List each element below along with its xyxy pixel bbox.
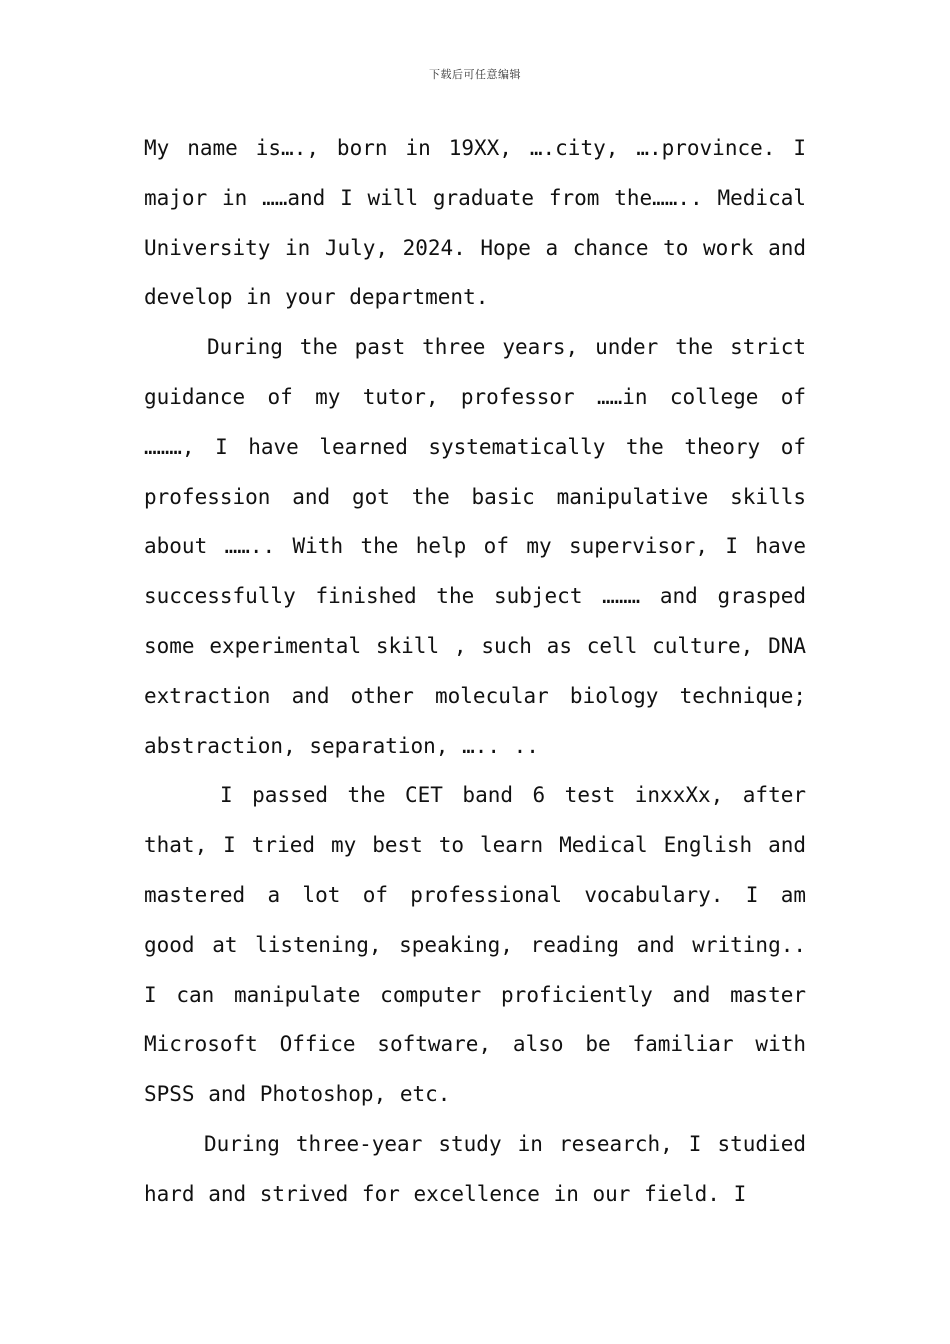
paragraph-study-summary: During three-year study in research, I studied hard and strived for excellence in our field. I bbox=[144, 1131, 806, 1206]
page-header: 下载后可任意编辑 bbox=[429, 68, 521, 81]
paragraph-research-experience: During the past three years, under the strict guidance of my tutor, professor ……in college of ………, I have learned systematically the theory of profession and got the basic manipulative skills about …….. With the help of my supervisor, I have successfully finished the subject ……… and grasped some experimental skill , such as cell culture, DNA extraction and other molecular biology technique; abstraction, separation, ….. .. bbox=[144, 335, 806, 758]
document-body bbox=[144, 124, 806, 1220]
paragraph-language-skills: I passed the CET band 6 test inxxXx, after that, I tried my best to learn Medical English and mastered a lot of professional vocabulary. I am good at listening, speaking, reading and writing.. I can manipulate computer proficiently and master Microsoft Office software, also be familiar with SPSS and Photoshop, etc. bbox=[144, 783, 806, 1107]
paragraph-introduction: My name is…., born in 19XX, ….city, ….province. I major in ……and I will graduate from the…….. Medical University in July, 2024. Hope a chance to work and develop in your department. bbox=[144, 136, 806, 310]
